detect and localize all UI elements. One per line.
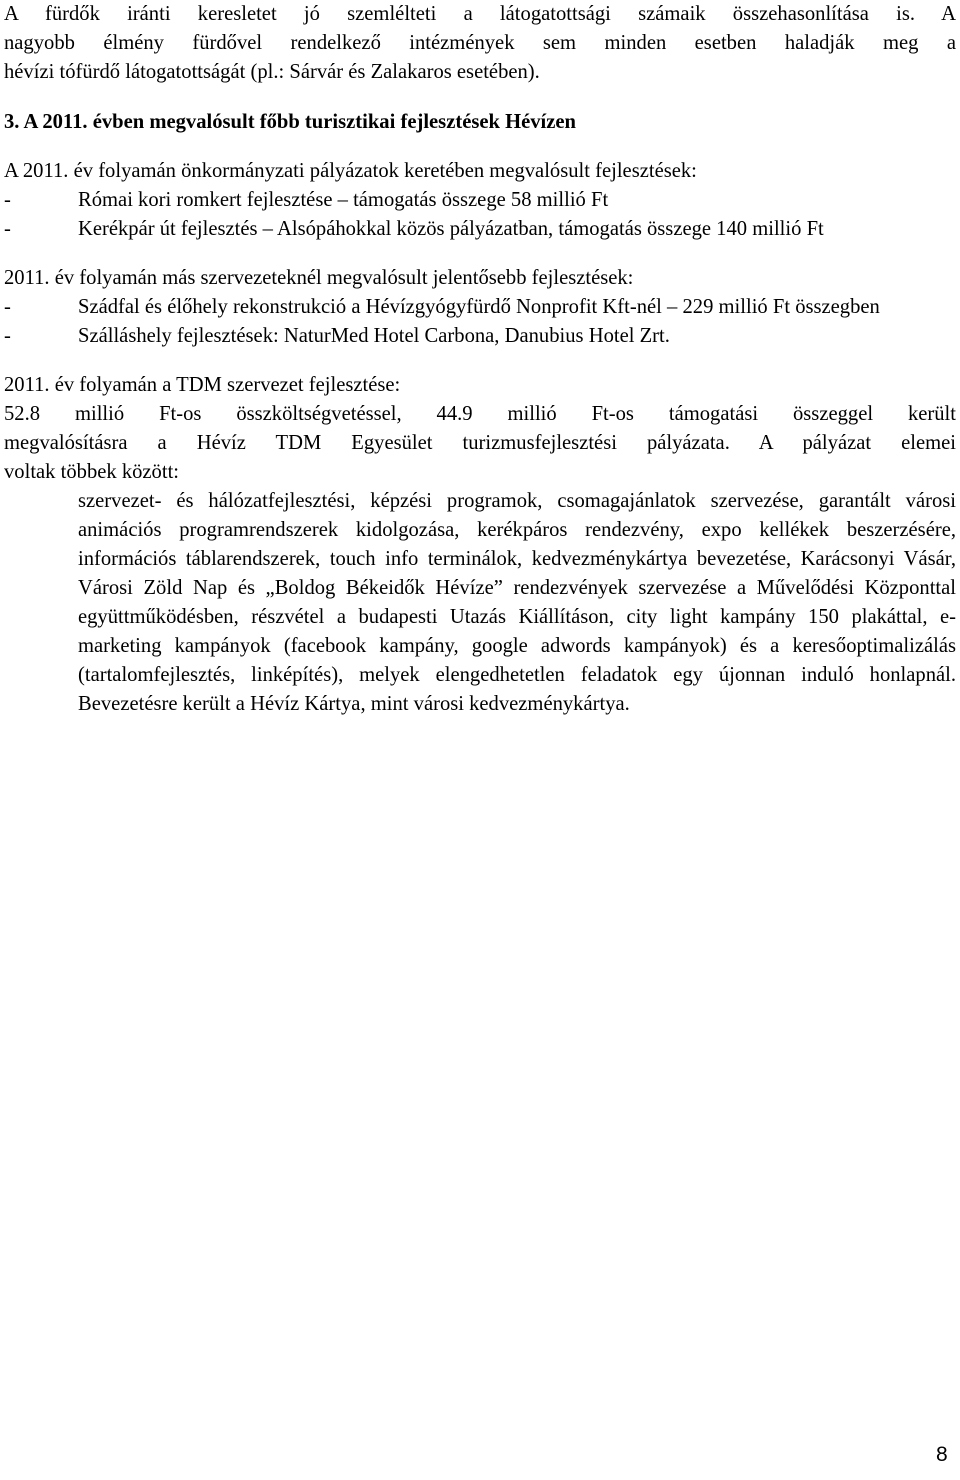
intro-line-3: hévízi tófürdő látogatottságát (pl.: Sárvár és Zalakaros esetében). <box>4 61 540 83</box>
list-item-text: Szálláshely fejlesztések: NaturMed Hotel Carbona, Danubius Hotel Zrt. <box>78 325 670 347</box>
list-dash: - <box>4 296 11 318</box>
tdm-intro: 2011. év folyamán a TDM szervezet fejlesztése: <box>4 374 401 396</box>
list-item-text: Római kori romkert fejlesztése – támogatás összege 58 millió Ft <box>78 189 609 211</box>
section-heading: 3. A 2011. évben megvalósult főbb turisztikai fejlesztések Hévízen <box>4 111 576 133</box>
list-item <box>4 215 956 244</box>
intro-line-1: A fürdők iránti keresletet jó szemlélteti a látogatottsági számaik összehasonlítása is. A <box>4 3 956 25</box>
list-dash: - <box>4 218 11 240</box>
municipal-intro: A 2011. év folyamán önkormányzati pályázatok keretében megvalósult fejlesztések: <box>4 160 697 182</box>
page-number: 8 <box>936 1443 948 1466</box>
tdm-line-3: voltak többek között: <box>4 461 180 483</box>
list-item <box>4 322 956 351</box>
list-dash: - <box>4 189 11 211</box>
list-item <box>4 186 956 215</box>
tdm-line-2: megvalósításra a Hévíz TDM Egyesület turizmusfejlesztési pályázata. A pályázat elemei <box>4 432 956 454</box>
list-item-text: Szádfal és élőhely rekonstrukció a Hévízgyógyfürdő Nonprofit Kft-nél – 229 millió Ft összegben <box>78 296 880 318</box>
tdm-elements-paragraph: szervezet- és hálózatfejlesztési, képzési programok, csomagajánlatok szervezése, garantált városi animációs programrendszerek kidolgozása, kerékpáros rendezvény, expo kellékek beszerzésére, információs táblarendszerek, touch info terminálok, kedvezménykártya bevezetése, Karácsonyi Vásár, Városi Zöld Nap és „Boldog Békeidők Hévíze” rendezvények szervezése a Művelődési Központtal együttműködésben, részvétel a budapesti Utazás Kiállításon, city light kampány 150 plakáttal, e-marketing kampányok (facebook kampány, google adwords kampányok) és a keresőoptimalizálás (tartalomfejlesztés, linképítés), melyek elengedhetetlen feladatok egy újonnan induló honlapnál. Bevezetésre került a Hévíz Kártya, mint városi kedvezménykártya. <box>78 490 956 715</box>
tdm-line-1: 52.8 millió Ft-os összköltségvetéssel, 44.9 millió Ft-os támogatási összeggel került <box>4 403 956 425</box>
list-dash: - <box>4 325 11 347</box>
list-item <box>4 293 956 322</box>
other-orgs-intro: 2011. év folyamán más szervezeteknél megvalósult jelentősebb fejlesztések: <box>4 267 634 289</box>
document-page <box>4 0 956 719</box>
list-item-text: Kerékpár út fejlesztés – Alsópáhokkal közös pályázatban, támogatás összege 140 millió Ft <box>78 218 824 240</box>
intro-line-2: nagyobb élmény fürdővel rendelkező intézmények sem minden esetben haladják meg a <box>4 32 956 54</box>
